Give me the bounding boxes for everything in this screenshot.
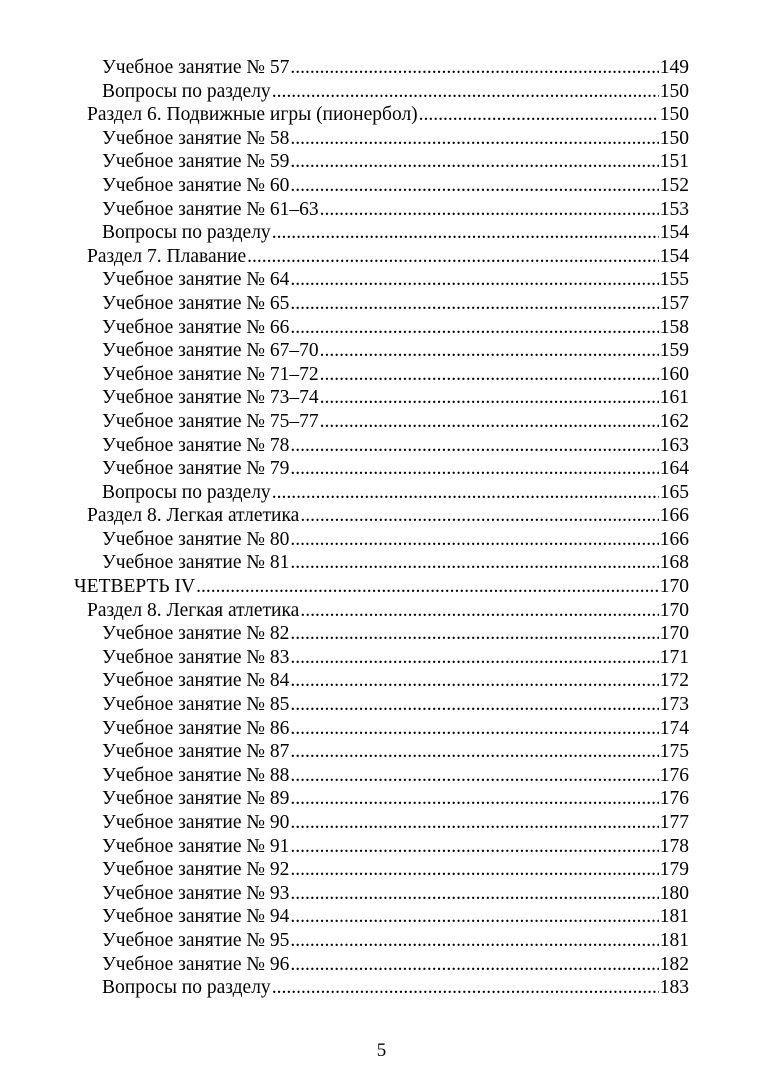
toc-lesson-entry[interactable] <box>102 316 763 340</box>
toc-dot-leader <box>290 434 658 458</box>
toc-dot-leader <box>419 103 659 127</box>
toc-dot-leader <box>290 646 658 670</box>
toc-lesson-entry[interactable] <box>102 292 763 316</box>
toc-section-entry[interactable] <box>87 504 763 528</box>
toc-entry-title: Учебное занятие № 87 <box>102 741 290 763</box>
toc-entry-page: 181 <box>659 906 689 928</box>
toc-lesson-entry[interactable] <box>102 457 763 481</box>
toc-entry-title: Учебное занятие № 82 <box>102 623 290 645</box>
toc-dot-leader <box>290 127 658 151</box>
toc-entry-page: 164 <box>659 458 689 480</box>
toc-lesson-entry[interactable] <box>102 905 763 929</box>
toc-dot-leader <box>290 787 658 811</box>
toc-entry-line <box>102 127 689 151</box>
toc-entry-title: Учебное занятие № 57 <box>102 57 290 78</box>
toc-entry-line <box>102 150 689 174</box>
toc-entry-line <box>102 80 689 104</box>
toc-entry-line <box>102 528 689 552</box>
toc-entry-line <box>102 764 689 788</box>
toc-lesson-entry[interactable] <box>102 410 763 434</box>
toc-entry-title: Учебное занятие № 58 <box>102 127 290 149</box>
toc-entry-page: 150 <box>659 80 689 102</box>
toc-entry-title: Учебное занятие № 86 <box>102 717 290 739</box>
toc-entry-page: 183 <box>659 977 689 999</box>
toc-entry-line <box>102 693 689 717</box>
toc-dot-leader <box>300 599 658 623</box>
toc-dot-leader <box>320 339 659 363</box>
toc-entry-title: Раздел 6. Подвижные игры (пионербол) <box>87 104 418 126</box>
toc-entry-page: 154 <box>659 245 689 267</box>
toc-dot-leader <box>290 764 658 788</box>
toc-entry-page: 172 <box>659 670 689 692</box>
toc-entry-line <box>102 858 689 882</box>
toc-lesson-entry[interactable] <box>102 976 763 1000</box>
toc-dot-leader <box>290 835 658 859</box>
toc-entry-line <box>102 457 689 481</box>
toc-lesson-entry[interactable] <box>102 150 763 174</box>
toc-entry-line <box>102 386 689 410</box>
toc-entry-line <box>102 198 689 222</box>
toc-lesson-entry[interactable] <box>102 953 763 977</box>
toc-lesson-entry[interactable] <box>102 717 763 741</box>
toc-lesson-entry[interactable] <box>102 127 763 151</box>
toc-entry-line <box>102 976 689 1000</box>
toc-lesson-entry[interactable] <box>102 80 763 104</box>
toc-section-entry[interactable] <box>87 599 763 623</box>
toc-entry-page: 163 <box>659 434 689 456</box>
toc-entry-page: 160 <box>659 363 689 385</box>
toc-dot-leader <box>290 929 658 953</box>
toc-entry-title: Учебное занятие № 88 <box>102 764 290 786</box>
toc-lesson-entry[interactable] <box>102 835 763 859</box>
toc-lesson-entry[interactable] <box>102 646 763 670</box>
toc-entry-title: Учебное занятие № 89 <box>102 788 290 810</box>
toc-entry-page: 165 <box>659 481 689 503</box>
toc-lesson-entry[interactable] <box>102 221 763 245</box>
toc-entry-title: Учебное занятие № 75–77 <box>102 410 319 432</box>
toc-entry-line <box>102 434 689 458</box>
toc-dot-leader <box>290 622 658 646</box>
toc-entry-page: 161 <box>659 387 689 409</box>
toc-entry-line <box>102 316 689 340</box>
toc-entry-line <box>102 410 689 434</box>
toc-entry-page: 171 <box>659 646 689 668</box>
toc-entry-line <box>102 787 689 811</box>
toc-entry-line <box>102 56 689 80</box>
toc-entry-page: 176 <box>659 764 689 786</box>
toc-dot-leader <box>196 575 659 599</box>
toc-lesson-entry[interactable] <box>102 764 763 788</box>
toc-entry-line <box>87 245 689 269</box>
toc-entry-page: 170 <box>659 623 689 645</box>
toc-entry-title: Учебное занятие № 96 <box>102 953 290 975</box>
toc-entry-line <box>102 882 689 906</box>
toc-lesson-entry[interactable] <box>102 551 763 575</box>
toc-entry-title: Учебное занятие № 93 <box>102 882 290 904</box>
toc-dot-leader <box>320 410 659 434</box>
toc-dot-leader <box>290 551 658 575</box>
toc-entry-page: 158 <box>659 316 689 338</box>
toc-entry-line <box>102 221 689 245</box>
toc-entry-page: 180 <box>659 882 689 904</box>
toc-dot-leader <box>290 457 658 481</box>
page-number: 5 <box>376 1040 387 1061</box>
toc-entry-page: 162 <box>659 410 689 432</box>
toc-entry-line <box>102 905 689 929</box>
toc-lesson-entry[interactable] <box>102 858 763 882</box>
toc-entry-title: Учебное занятие № 81 <box>102 552 290 574</box>
toc-entry-title: Вопросы по разделу <box>102 481 271 503</box>
toc-entry-line <box>102 481 689 505</box>
toc-entry-title: Учебное занятие № 92 <box>102 859 290 881</box>
toc-dot-leader <box>290 174 658 198</box>
toc-lesson-entry[interactable] <box>102 929 763 953</box>
toc-entry-title: Учебное занятие № 65 <box>102 292 290 314</box>
toc-entry-title: Учебное занятие № 95 <box>102 929 290 951</box>
toc-entry-page: 181 <box>659 929 689 951</box>
toc-dot-leader <box>290 669 658 693</box>
toc-dot-leader <box>272 221 659 245</box>
toc-section-entry[interactable] <box>87 245 763 269</box>
toc-entry-page: 166 <box>659 528 689 550</box>
toc-entry-title: Учебное занятие № 67–70 <box>102 340 319 362</box>
toc-entry-page: 149 <box>659 57 689 78</box>
toc-entry-page: 150 <box>659 104 689 126</box>
toc-dot-leader <box>290 56 658 80</box>
toc-lesson-entry[interactable] <box>102 740 763 764</box>
toc-entry-line <box>102 339 689 363</box>
toc-entry-title: Вопросы по разделу <box>102 977 271 999</box>
toc-dot-leader <box>290 528 658 552</box>
toc-dot-leader <box>247 245 659 269</box>
toc-entry-page: 150 <box>659 127 689 149</box>
toc-entry-title: Учебное занятие № 91 <box>102 835 290 857</box>
toc-part-entry[interactable] <box>74 575 763 599</box>
toc-entry-line <box>87 103 689 127</box>
toc-entry-page: 175 <box>659 741 689 763</box>
toc-entry-line <box>102 268 689 292</box>
toc-entry-line <box>102 174 689 198</box>
toc-dot-leader <box>320 386 659 410</box>
toc-entry-title: ЧЕТВЕРТЬ IV <box>74 576 196 598</box>
toc-lesson-entry[interactable] <box>102 56 763 80</box>
toc-dot-leader <box>290 740 658 764</box>
toc-entry-title: Учебное занятие № 83 <box>102 646 290 668</box>
toc-dot-leader <box>290 953 658 977</box>
toc-entry-title: Учебное занятие № 59 <box>102 151 290 173</box>
toc-entry-page: 182 <box>659 953 689 975</box>
toc-dot-leader <box>290 268 658 292</box>
toc-dot-leader <box>320 198 659 222</box>
toc-entry-line <box>102 622 689 646</box>
toc-dot-leader <box>290 905 658 929</box>
toc-entry-title: Учебное занятие № 85 <box>102 694 290 716</box>
toc-dot-leader <box>290 811 658 835</box>
toc-entry-title: Раздел 7. Плавание <box>87 245 247 267</box>
toc-entry-page: 154 <box>659 222 689 244</box>
toc-entry-page: 173 <box>659 694 689 716</box>
toc-entry-title: Учебное занятие № 61–63 <box>102 198 319 220</box>
toc-lesson-entry[interactable] <box>102 363 763 387</box>
toc-entry-title: Раздел 8. Легкая атлетика <box>87 599 300 621</box>
toc-entry-title: Учебное занятие № 71–72 <box>102 363 319 385</box>
toc-entry-line <box>74 575 689 599</box>
toc-entry-title: Раздел 8. Легкая атлетика <box>87 505 300 527</box>
toc-dot-leader <box>290 150 658 174</box>
toc-entry-title: Учебное занятие № 78 <box>102 434 290 456</box>
toc-entry-line <box>102 717 689 741</box>
toc-entry-page: 157 <box>659 292 689 314</box>
toc-entry-line <box>102 669 689 693</box>
toc-entry-title: Учебное занятие № 60 <box>102 174 290 196</box>
toc-dot-leader <box>290 316 658 340</box>
toc-entry-title: Вопросы по разделу <box>102 80 271 102</box>
toc-entry-line <box>102 646 689 670</box>
toc-entry-title: Учебное занятие № 73–74 <box>102 387 319 409</box>
toc-dot-leader <box>290 292 658 316</box>
toc-entry-page: 159 <box>659 340 689 362</box>
toc-entry-page: 166 <box>659 505 689 527</box>
toc-entry-page: 170 <box>659 599 689 621</box>
toc-entry-line <box>102 929 689 953</box>
toc-lesson-entry[interactable] <box>102 339 763 363</box>
toc-entry-page: 153 <box>659 198 689 220</box>
table-of-contents <box>0 56 763 1000</box>
toc-entry-line <box>102 835 689 859</box>
toc-lesson-entry[interactable] <box>102 787 763 811</box>
toc-entry-page: 176 <box>659 788 689 810</box>
toc-dot-leader <box>320 363 659 387</box>
toc-entry-title: Учебное занятие № 80 <box>102 528 290 550</box>
toc-entry-page: 152 <box>659 174 689 196</box>
toc-dot-leader <box>290 882 658 906</box>
toc-lesson-entry[interactable] <box>102 882 763 906</box>
toc-entry-page: 178 <box>659 835 689 857</box>
toc-entry-title: Учебное занятие № 90 <box>102 812 290 833</box>
toc-entry-page: 168 <box>659 552 689 574</box>
toc-dot-leader <box>290 693 658 717</box>
toc-dot-leader <box>300 504 658 528</box>
toc-lesson-entry[interactable] <box>102 434 763 458</box>
toc-dot-leader <box>272 80 659 104</box>
toc-entry-line <box>102 953 689 977</box>
toc-lesson-entry[interactable] <box>102 669 763 693</box>
toc-entry-line <box>87 504 689 528</box>
toc-entry-page: 151 <box>659 151 689 173</box>
toc-entry-line <box>102 363 689 387</box>
toc-entry-title: Учебное занятие № 66 <box>102 316 290 338</box>
toc-lesson-entry[interactable] <box>102 622 763 646</box>
toc-lesson-entry[interactable] <box>102 174 763 198</box>
toc-lesson-entry[interactable] <box>102 528 763 552</box>
toc-entry-page: 177 <box>659 812 689 833</box>
toc-entry-page: 174 <box>659 717 689 739</box>
toc-entry-line <box>87 599 689 623</box>
toc-lesson-entry[interactable] <box>102 268 763 292</box>
toc-dot-leader <box>290 717 658 741</box>
toc-entry-page: 170 <box>659 576 689 598</box>
toc-dot-leader <box>272 976 659 1000</box>
toc-lesson-entry[interactable] <box>102 811 763 835</box>
toc-entry-page: 179 <box>659 859 689 881</box>
toc-entry-line <box>102 811 689 835</box>
toc-entry-title: Вопросы по разделу <box>102 222 271 244</box>
toc-entry-line <box>102 551 689 575</box>
toc-entry-page: 155 <box>659 269 689 291</box>
toc-dot-leader <box>272 481 659 505</box>
toc-lesson-entry[interactable] <box>102 198 763 222</box>
toc-dot-leader <box>290 858 658 882</box>
toc-entry-title: Учебное занятие № 84 <box>102 670 290 692</box>
toc-entry-title: Учебное занятие № 64 <box>102 269 290 291</box>
toc-entry-line <box>102 740 689 764</box>
toc-lesson-entry[interactable] <box>102 693 763 717</box>
toc-lesson-entry[interactable] <box>102 386 763 410</box>
toc-section-entry[interactable] <box>87 103 763 127</box>
toc-entry-title: Учебное занятие № 94 <box>102 906 290 928</box>
toc-entry-line <box>102 292 689 316</box>
toc-lesson-entry[interactable] <box>102 481 763 505</box>
toc-entry-title: Учебное занятие № 79 <box>102 458 290 480</box>
